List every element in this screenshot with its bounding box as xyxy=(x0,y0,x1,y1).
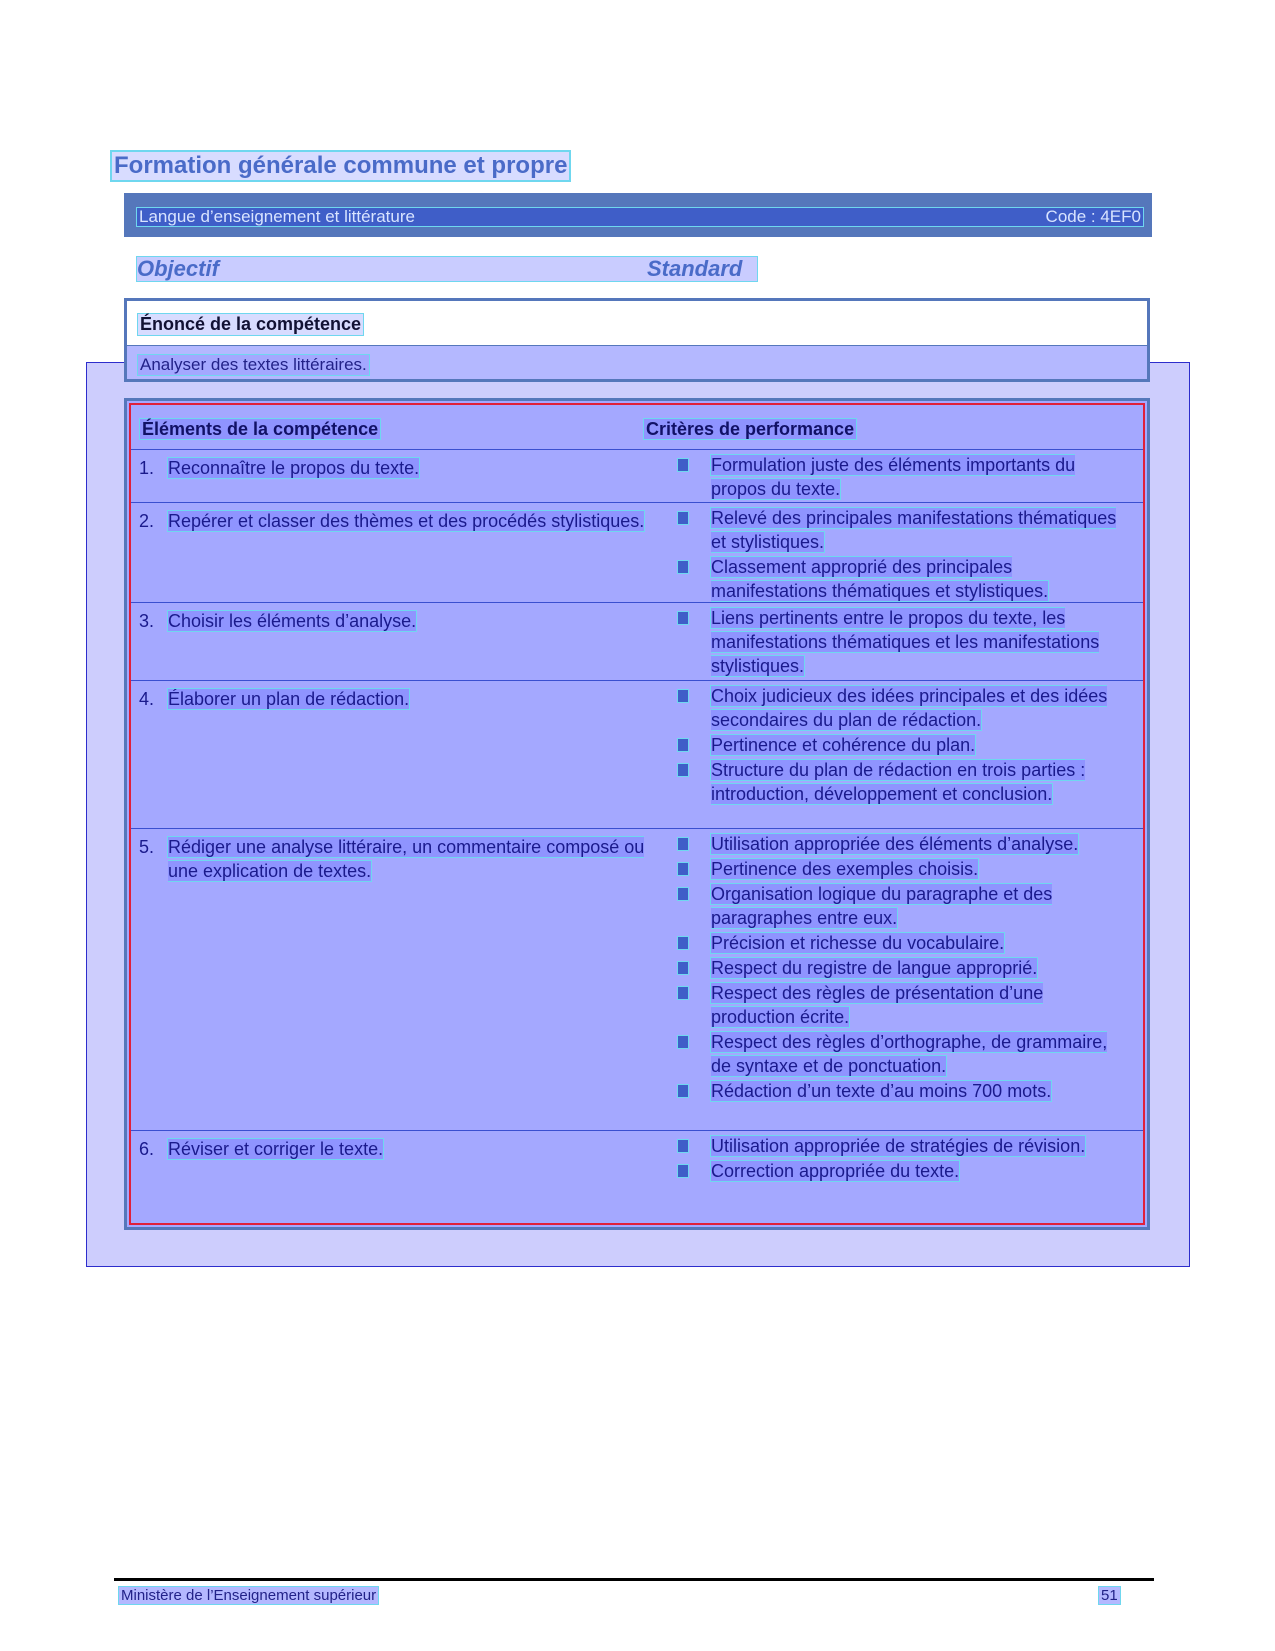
list-item: Utilisation appropriée des éléments d’analyse. xyxy=(671,832,1131,856)
bullet-icon xyxy=(677,936,689,950)
bullet-icon xyxy=(677,511,689,525)
list-item: Pertinence des exemples choisis. xyxy=(671,857,1131,881)
list-item: Liens pertinents entre le propos du texte, les manifestations thématiques et les manifestations stylistiques. xyxy=(671,606,1131,678)
col-header-criteres: Critères de performance xyxy=(643,419,857,440)
enonce-text: Analyser des textes littéraires. xyxy=(137,354,370,376)
bullet-icon xyxy=(677,862,689,876)
bullet-icon xyxy=(677,689,689,703)
list-item: Classement approprié des principales manifestations thématiques et stylistiques. xyxy=(671,555,1131,603)
competence-table xyxy=(124,398,1150,1230)
bullet-icon xyxy=(677,1164,689,1178)
list-item: Respect des règles de présentation d’une production écrite. xyxy=(671,981,1131,1029)
page-number: 51 xyxy=(1098,1586,1121,1605)
table-row: 4. Élaborer un plan de rédaction. Choix judicieux des idées principales et des idées secondaires du plan de rédaction. Pertinence et cohérence du plan. Structure du plan de rédaction en trois parties : introduction, développement et conclusion. xyxy=(131,680,1143,829)
footer-ministry: Ministère de l’Enseignement supérieur xyxy=(118,1586,379,1605)
course-bar xyxy=(124,193,1152,237)
enonce-heading: Énoncé de la compétence xyxy=(137,313,364,336)
bullet-icon xyxy=(677,837,689,851)
bullet-icon xyxy=(677,986,689,1000)
objective-label: Objectif xyxy=(137,256,219,281)
list-item: Utilisation appropriée de stratégies de révision. xyxy=(671,1134,1131,1158)
list-item: Précision et richesse du vocabulaire. xyxy=(671,931,1131,955)
footer-rule xyxy=(114,1578,1154,1581)
list-item: Respect des règles d’orthographe, de grammaire, de syntaxe et de ponctuation. xyxy=(671,1030,1131,1078)
objective-standard-row xyxy=(136,256,758,282)
standard-label: Standard xyxy=(647,256,743,281)
section-title: Formation générale commune et propre xyxy=(110,150,571,182)
list-item: Correction appropriée du texte. xyxy=(671,1159,1131,1183)
enonce-box xyxy=(124,298,1150,382)
col-header-elements: Éléments de la compétence xyxy=(139,419,381,440)
bullet-icon xyxy=(677,1084,689,1098)
bullet-icon xyxy=(677,458,689,472)
list-item: Formulation juste des éléments importants du propos du texte. xyxy=(671,453,1131,501)
table-row: 6. Réviser et corriger le texte. Utilisation appropriée de stratégies de révision. Correction appropriée du texte. xyxy=(131,1130,1143,1221)
table-row: 3. Choisir les éléments d’analyse. Liens pertinents entre le propos du texte, les manifestations thématiques et les manifestations stylistiques. xyxy=(131,602,1143,681)
list-item: Rédaction d’un texte d’au moins 700 mots. xyxy=(671,1079,1131,1103)
list-item: Choix judicieux des idées principales et des idées secondaires du plan de rédaction. xyxy=(671,684,1131,732)
list-item: Structure du plan de rédaction en trois parties : introduction, développement et conclusion. xyxy=(671,758,1131,806)
list-item: Relevé des principales manifestations thématiques et stylistiques. xyxy=(671,506,1131,554)
bullet-icon xyxy=(677,763,689,777)
bullet-icon xyxy=(677,1035,689,1049)
bullet-icon xyxy=(677,961,689,975)
course-code: Code : 4EF0 xyxy=(1045,207,1141,226)
list-item: Pertinence et cohérence du plan. xyxy=(671,733,1131,757)
course-name: Langue d’enseignement et littérature xyxy=(139,207,415,226)
bullet-icon xyxy=(677,887,689,901)
table-row: 1. Reconnaître le propos du texte. Formulation juste des éléments importants du propos du texte. xyxy=(131,449,1143,503)
table-row: 2. Repérer et classer des thèmes et des procédés stylistiques. Relevé des principales manifestations thématiques et stylistiques. Classement approprié des principales manifestations thématiques et stylistiques. xyxy=(131,502,1143,603)
bullet-icon xyxy=(677,738,689,752)
table-row: 5. Rédiger une analyse littéraire, un commentaire composé ou une explication de textes. Utilisation appropriée des éléments d’analyse. Pertinence des exemples choisis. Organisation logique du paragraphe et des paragraphes entre eux. Précision et richesse du vocabulaire. Respect du registre de langue approprié. Respect des règles de présentation d’une production écrite. Respect des règles d’orthographe, de grammaire, de syntaxe et de ponctuation. Rédaction d’un texte d’au moins 700 mots. xyxy=(131,828,1143,1131)
bullet-icon xyxy=(677,560,689,574)
list-item: Respect du registre de langue approprié. xyxy=(671,956,1131,980)
bullet-icon xyxy=(677,611,689,625)
bullet-icon xyxy=(677,1139,689,1153)
list-item: Organisation logique du paragraphe et des paragraphes entre eux. xyxy=(671,882,1131,930)
